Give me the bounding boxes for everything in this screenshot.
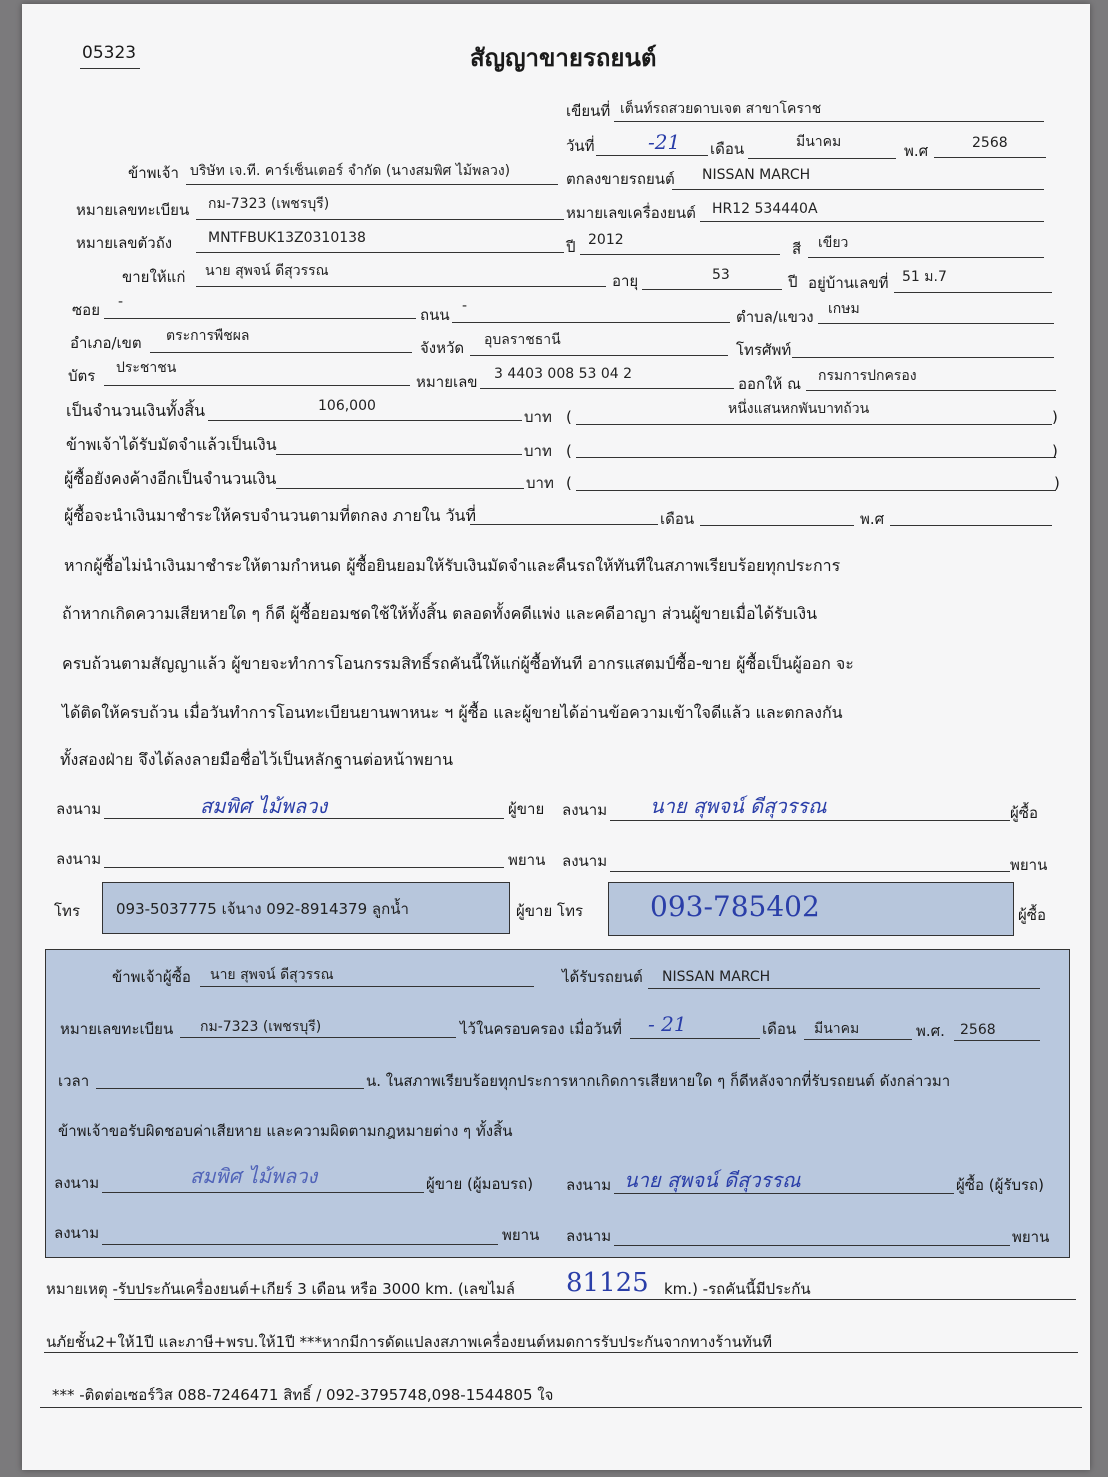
receipt-buyer-label: ข้าพเจ้าผู้ซื้อ <box>112 968 191 986</box>
engine-no-value: HR12 534440A <box>712 201 818 217</box>
buyer-tel-role: ผู้ซื้อ <box>1018 906 1046 924</box>
witness-sign-line-2 <box>610 871 1010 872</box>
seller-tel-label: ผู้ขาย โทร <box>516 902 584 920</box>
month-value: มีนาคม <box>796 134 842 150</box>
receipt-witness-role-1: พยาน <box>502 1226 540 1244</box>
note-line-1-b: km.) -รถคันนี้มีประกัน <box>664 1280 811 1298</box>
witness-sign-line-1 <box>104 867 504 868</box>
subdistrict-label: ตำบล/แขวง <box>736 308 814 326</box>
receipt-reg-label: หมายเลขทะเบียน <box>60 1020 174 1038</box>
total-amount-label: เป็นจำนวนเงินทั้งสิ้น <box>66 401 206 420</box>
subdistrict-value: เกษม <box>828 301 860 317</box>
receipt-buyer-role: ผู้ซื้อ (ผู้รับรถ) <box>956 1176 1044 1194</box>
year-value: 2012 <box>588 232 624 248</box>
month-label: เดือน <box>710 140 745 158</box>
terms-line-4: ได้ติดให้ครบถ้วน เมื่อวันทำการโอนทะเบียนยานพาหนะ ฯ ผู้ซื้อ และผู้ขายได้อ่านข้อความเข้าใจดีแล้ว และตกลงกัน <box>62 703 843 722</box>
receipt-year-value: 2568 <box>960 1022 996 1038</box>
receipt-possession-label: ไว้ในครอบครอง เมื่อวันที่ <box>460 1020 622 1038</box>
district-value: ตระการพืชผล <box>166 328 250 344</box>
terms-line-1: หากผู้ซื้อไม่นำเงินมาชำระให้ตามกำหนด ผู้ซื้อยินยอมให้รับเงินมัดจำและคืนรถให้ทันทีในสภาพเรียบร้อยทุกประการ <box>64 556 841 575</box>
receipt-time-text: น. ในสภาพเรียบร้อยทุกประการหากเกิดการเสียหายใด ๆ ก็ดีหลังจากที่รับรถยนต์ ดังกล่าวมา <box>366 1072 951 1090</box>
issued-by-line <box>806 390 1056 391</box>
engine-no-label: หมายเลขเครื่องยนต์ <box>566 204 696 222</box>
road-label: ถนน <box>420 306 450 324</box>
document-number-underline <box>80 68 140 69</box>
note-line-3-underline <box>40 1407 1082 1408</box>
seller-sign-line <box>104 818 504 819</box>
total-amount-line <box>208 420 522 421</box>
seller-role-label: ผู้ขาย <box>508 800 545 818</box>
pay-month-label: เดือน <box>660 510 695 528</box>
note-line-3: *** -ติดต่อเซอร์วิส 088-7246471 สิทธิ์ / 092-3795748,098-1544805 ใจ <box>52 1386 554 1404</box>
car-model-value: NISSAN MARCH <box>702 167 811 183</box>
receipt-car-line <box>648 988 1040 989</box>
years-old-label: ปี <box>788 273 798 291</box>
color-label: สี <box>792 240 802 258</box>
province-label: จังหวัด <box>420 339 465 357</box>
seller-sign-label: ลงนาม <box>56 800 102 818</box>
chassis-no-value: MNTFBUK13Z0310138 <box>208 230 366 246</box>
baht-label-1: บาท <box>524 408 552 426</box>
year-be-value: 2568 <box>972 135 1008 151</box>
terms-line-5: ทั้งสองฝ่าย จึงได้ลงลายมือชื่อไว้เป็นหลักฐานต่อหน้าพยาน <box>60 750 454 769</box>
date-label: วันที่ <box>566 137 595 155</box>
remaining-label: ผู้ซื้อยังคงค้างอีกเป็นจำนวนเงิน <box>64 469 277 488</box>
receipt-buyer-signature: นาย สุพจน์ ดีสุวรรณ <box>624 1168 801 1192</box>
age-value: 53 <box>712 267 730 283</box>
receipt-date-line <box>630 1038 760 1039</box>
note-line-2-underline <box>44 1352 1078 1353</box>
pay-year-line <box>890 525 1052 526</box>
terms-line-3: ครบถ้วนตามสัญญาแล้ว ผู้ขายจะทำการโอนกรรมสิทธิ์รถคันนี้ให้แก่ผู้ซื้อทันที อากรแสตมป์ซื้อ-ขาย ผู้ซื้อเป็นผู้ออก จะ <box>62 654 854 673</box>
remaining-line <box>276 488 524 489</box>
pay-within-label: ผู้ซื้อจะนำเงินมาชำระให้ครบจำนวนตามที่ตกลง ภายใน วันที่ <box>64 506 477 525</box>
receipt-month-line <box>804 1039 912 1040</box>
receipt-car-value: NISSAN MARCH <box>662 969 771 985</box>
province-line <box>470 355 728 356</box>
buyer-name-line <box>196 286 606 287</box>
receipt-reg-value: กม-7323 (เพชรบุรี) <box>200 1019 322 1035</box>
receipt-witness-line-1 <box>102 1244 498 1245</box>
vehicle-receipt-section <box>45 949 1070 1258</box>
mileage-handwriting: 81125 <box>566 1268 649 1298</box>
total-amount-value: 106,000 <box>318 398 376 414</box>
soi-label: ซอย <box>72 301 100 319</box>
district-line <box>150 352 412 353</box>
page-title: สัญญาขายรถยนต์ <box>470 44 657 72</box>
receipt-buyer-value: นาย สุพจน์ ดีสุวรรณ <box>210 967 334 983</box>
seller-phone-value: 093-5037775 เจ้นาง 092-8914379 ลูกน้ำ <box>116 900 409 918</box>
baht-label-3: บาท <box>526 474 554 492</box>
year-be-line <box>934 157 1046 158</box>
buyer-phone-handwriting: 093-785402 <box>650 890 820 923</box>
remaining-words-line <box>576 490 1056 491</box>
date-line <box>596 155 708 156</box>
house-no-label: อยู่บ้านเลขที่ <box>808 274 889 292</box>
seller-name-value: บริษัท เจ.ที. คาร์เซ็นเตอร์ จำกัด (นางสมพิศ ไม้พลวง) <box>190 163 511 179</box>
deposit-label: ข้าพเจ้าได้รับมัดจำแล้วเป็นเงิน <box>66 435 277 454</box>
receipt-witness-sign-label-2: ลงนาม <box>566 1227 612 1245</box>
witness-sign-label-2: ลงนาม <box>562 852 608 870</box>
pay-month-line <box>700 525 854 526</box>
receipt-year-line <box>954 1040 1040 1041</box>
id-no-label: หมายเลข <box>416 373 478 391</box>
reg-no-label: หมายเลขทะเบียน <box>76 201 190 219</box>
witness-role-1: พยาน <box>508 851 546 869</box>
id-no-value: 3 4403 008 53 04 2 <box>494 366 633 382</box>
written-at-line <box>614 121 1044 122</box>
receipt-seller-role: ผู้ขาย (ผู้มอบรถ) <box>426 1175 534 1193</box>
document-number: 05323 <box>82 43 137 63</box>
agree-sell-label: ตกลงขายรถยนต์ <box>566 170 675 188</box>
month-line <box>748 158 896 159</box>
receipt-seller-signature: สมพิศ ไม้พลวง <box>190 1164 318 1188</box>
witness-role-2: พยาน <box>1010 856 1048 874</box>
receipt-received-label: ได้รับรถยนต์ <box>562 968 643 986</box>
card-label: บัตร <box>68 367 96 385</box>
receipt-month-label: เดือน <box>762 1020 797 1038</box>
reg-no-line <box>196 219 564 220</box>
year-be-label: พ.ศ <box>904 142 929 160</box>
receipt-witness-line-2 <box>614 1245 1010 1246</box>
receipt-seller-sign-line <box>102 1192 424 1193</box>
card-value: ประชาชน <box>116 360 177 376</box>
written-at-label: เขียนที่ <box>566 102 611 120</box>
tel-label: โทร <box>54 902 81 920</box>
house-no-value: 51 ม.7 <box>902 269 947 285</box>
pay-day-line <box>470 524 658 525</box>
receipt-buyer-sign-line <box>614 1193 954 1194</box>
buyer-name-value: นาย สุพจน์ ดีสุวรรณ <box>205 263 329 279</box>
date-handwriting: -21 <box>648 130 681 154</box>
issued-by-value: กรมการปกครอง <box>818 368 917 384</box>
receipt-responsibility: ข้าพเจ้าขอรับผิดชอบค่าเสียหาย และความผิดตามกฎหมายต่าง ๆ ทั้งสิ้น <box>58 1122 513 1140</box>
deposit-words-line <box>576 457 1056 458</box>
open-paren-2: ( <box>566 442 572 460</box>
buyer-role-label: ผู้ซื้อ <box>1010 804 1038 822</box>
close-paren-3: ) <box>1054 474 1060 492</box>
receipt-month-value: มีนาคม <box>814 1021 860 1037</box>
house-no-line <box>894 292 1052 293</box>
year-label: ปี <box>566 238 576 256</box>
year-line <box>580 254 780 255</box>
chassis-no-line <box>196 252 564 253</box>
age-label: อายุ <box>612 272 639 290</box>
seller-name-line <box>186 184 558 185</box>
receipt-year-label: พ.ศ. <box>916 1022 945 1040</box>
witness-sign-label-1: ลงนาม <box>56 850 102 868</box>
engine-no-line <box>700 221 1044 222</box>
buyer-sign-line <box>610 820 1010 821</box>
seller-name-label: ข้าพเจ้า <box>128 164 179 182</box>
phone-label: โทรศัพท์ <box>736 341 792 359</box>
receipt-witness-role-2: พยาน <box>1012 1228 1050 1246</box>
reg-no-value: กม-7323 (เพชรบุรี) <box>208 196 330 212</box>
district-label: อำเภอ/เขต <box>70 334 142 352</box>
note-line-1-underline <box>114 1299 1076 1300</box>
phone-line <box>792 357 1054 358</box>
note-line-2: นภัยชั้น2+ให้1ปี และภาษี+พรบ.ให้1ปี ***หากมีการดัดแปลงสภาพเครื่องยนต์หมดการรับประกันจากทางร้านทันที <box>46 1333 773 1351</box>
issued-by-label: ออกให้ ณ <box>738 375 801 393</box>
road-value: - <box>462 298 468 314</box>
receipt-seller-sign-label: ลงนาม <box>54 1174 100 1192</box>
receipt-witness-sign-label-1: ลงนาม <box>54 1224 100 1242</box>
sell-to-label: ขายให้แก่ <box>122 268 186 286</box>
color-line <box>808 257 1044 258</box>
deposit-line <box>276 454 522 455</box>
soi-value: - <box>118 294 124 310</box>
note-line-1-a: หมายเหตุ -รับประกันเครื่องยนต์+เกียร์ 3 เดือน หรือ 3000 km. (เลขไมล์ <box>46 1280 515 1298</box>
close-paren-1: ) <box>1052 408 1058 426</box>
soi-line <box>104 318 416 319</box>
chassis-no-label: หมายเลขตัวถัง <box>76 234 173 252</box>
open-paren-1: ( <box>566 408 572 426</box>
age-line <box>642 289 782 290</box>
province-value: อุบลราชธานี <box>484 332 561 348</box>
card-line <box>104 385 410 386</box>
receipt-buyer-sign-label: ลงนาม <box>566 1176 612 1194</box>
id-no-line <box>480 388 734 389</box>
close-paren-2: ) <box>1052 442 1058 460</box>
road-line <box>452 322 730 323</box>
receipt-buyer-line <box>200 986 534 987</box>
buyer-signature: นาย สุพจน์ ดีสุวรรณ <box>650 794 827 818</box>
seller-signature: สมพิศ ไม้พลวง <box>200 794 328 818</box>
receipt-time-label: เวลา <box>58 1072 90 1090</box>
amount-words-line <box>576 424 1052 425</box>
pay-year-label: พ.ศ <box>860 510 885 528</box>
open-paren-3: ( <box>566 474 572 492</box>
receipt-date-handwriting: - 21 <box>648 1012 687 1036</box>
car-model-line <box>672 189 1044 190</box>
terms-line-2: ถ้าหากเกิดความเสียหายใด ๆ ก็ดี ผู้ซื้อยอมชดใช้ให้ทั้งสิ้น ตลอดทั้งคดีแพ่ง และคดีอาญา ส่วนผู้ขายเมื่อได้รับเงิน <box>62 604 818 623</box>
receipt-reg-line <box>180 1037 456 1038</box>
color-value: เขียว <box>818 235 849 251</box>
receipt-time-line <box>96 1088 364 1089</box>
amount-words-value: หนึ่งแสนหกพันบาทถ้วน <box>728 401 870 417</box>
subdistrict-line <box>818 323 1054 324</box>
baht-label-2: บาท <box>524 442 552 460</box>
buyer-sign-label: ลงนาม <box>562 801 608 819</box>
written-at-value: เต็นท์รถสวยดาบเจต สาขาโคราช <box>620 101 822 117</box>
